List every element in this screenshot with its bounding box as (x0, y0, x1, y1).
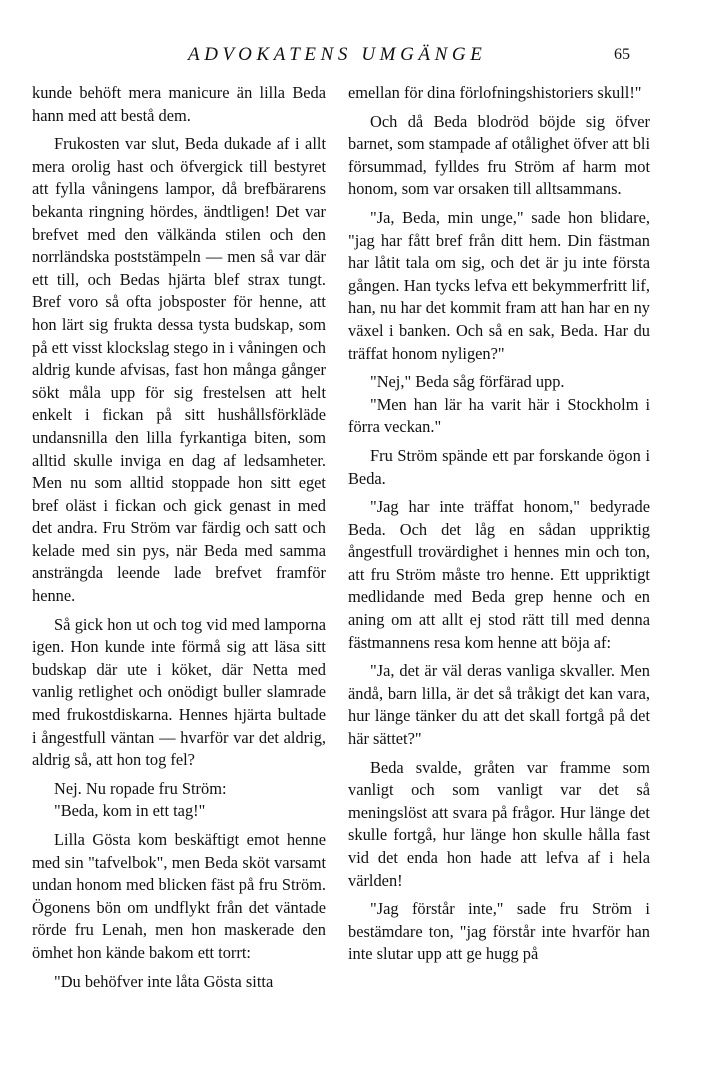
paragraph: Beda svalde, gråten var framme som vanligt och som vanligt var det så meningslöst att svara på frågor. Hur länge det skulle fortgå, hur länge hon skulle hålla fast vid det enda hon hade att lefva af i hela världen! (348, 757, 650, 890)
page-header (0, 44, 728, 72)
paragraph: Så gick hon ut och tog vid med lamporna igen. Hon kunde inte förmå sig att läsa sitt budskap där ute i köket, där Netta med vanlig retlighet och onödigt buller slamrade med frukostdiskarna. Hennes hjärta bultade i ångestfull väntan — hvarför var det aldrig, aldrig så, att hon tog fel? (32, 614, 326, 770)
paragraph: emellan för dina förlofningshistoriers skull!" (348, 83, 642, 102)
paragraph: "Ja, det är väl deras vanliga skvaller. Men ändå, barn lilla, är det så tråkigt det kan vara, hur länge tänker du att det skall fortgå på det här sättet?" (348, 661, 650, 749)
paragraph: "Du behöfver inte låta Gösta sitta (54, 971, 274, 991)
right-text-column (348, 82, 650, 972)
paragraph: kunde behöft mera manicure än lilla Beda hann med att bestå dem. (32, 83, 326, 125)
paragraph: "Jag förstår inte," sade fru Ström i bestämdare ton, "jag förstår inte hvarför han inte slutar upp att ge hugg på (348, 899, 650, 964)
paragraph: Frukosten var slut, Beda dukade af i allt mera orolig hast och öfvergick till bestyret att fylla våningens lampor, då brefbärarens bekanta ringning hördes, ändtligen! Det var brefvet med den välkända stilen och den norrländska poststämpeln — men så var där ett till, och Bedas hjärta blef strax tungt. Bref voro så ofta jobsposter för henne, att hon lärt sig frukta dessa tysta budskap, som på ett visst klockslag stego in i våningen och aldrig kunde afvisas, fast hon många gånger sökt måla upp för sig frestelsen att helt enkelt i fickan på sitt hushållsförkläde undansnilla den lilla fyrkantiga biten, som alltid skulle inviga en dag af ledsamheter. Men nu som alltid stoppade hon sitt eget bref oläst i fickan och gick genast in med det andra. Fru Ström var färdig och satt och kelade med sin pys, när Beda med samma ansträngda leende lade brefvet framför henne. (32, 134, 326, 606)
paragraph: "Jag har inte träffat honom," bedyrade Beda. Och det låg en sådan uppriktig ångestfull trovärdighet i hennes min och ton, att fru Ström måste tro henne. Ett uppriktigt medlidande med Beda grep henne och en aning om att allt ej stod rätt till med denna fästmannens resa kom henne att böja af: (348, 497, 650, 652)
paragraph: "Beda, kom in ett tag!" (54, 801, 206, 821)
paragraph: Fru Ström spände ett par forskande ögon i Beda. (348, 445, 650, 488)
left-text-column (32, 82, 326, 999)
paragraph: Lilla Gösta kom beskäftigt emot henne med sin "tafvelbok", men Beda sköt varsamt undan honom med blicken fäst på fru Ström. Ögonens bön om undflykt från det väntade rörde fru Lenah, men hon maskerade den ömhet hon kände bakom ett torrt: (32, 830, 326, 962)
paragraph: "Men han lär ha varit här i Stockholm i förra veckan." (348, 394, 650, 437)
paragraph: Nej. Nu ropade fru Ström: (54, 778, 227, 798)
paragraph: "Nej," Beda såg förfärad upp. (370, 372, 565, 392)
paragraph: "Ja, Beda, min unge," sade hon blidare, "jag har fått bref från ditt hem. Din fästman har låtit tala om sig, och det är ju inte första gången. Han tycks lefva ett bekymmerfritt lif, han, nu har det kommit fram att han har en ny växel i banken. Och så en sak, Beda. Har du träffat honom nyligen?" (348, 207, 650, 363)
running-title: ADVOKATENS UMGÄNGE (188, 44, 487, 65)
paragraph: Och då Beda blodröd böjde sig öfver barnet, som stampade af otålighet öfver att bli försummad, fylldes fru Ström af harm mot honom, som var orsaken till alltsammans. (348, 111, 650, 199)
page-number: 65 (614, 46, 630, 63)
